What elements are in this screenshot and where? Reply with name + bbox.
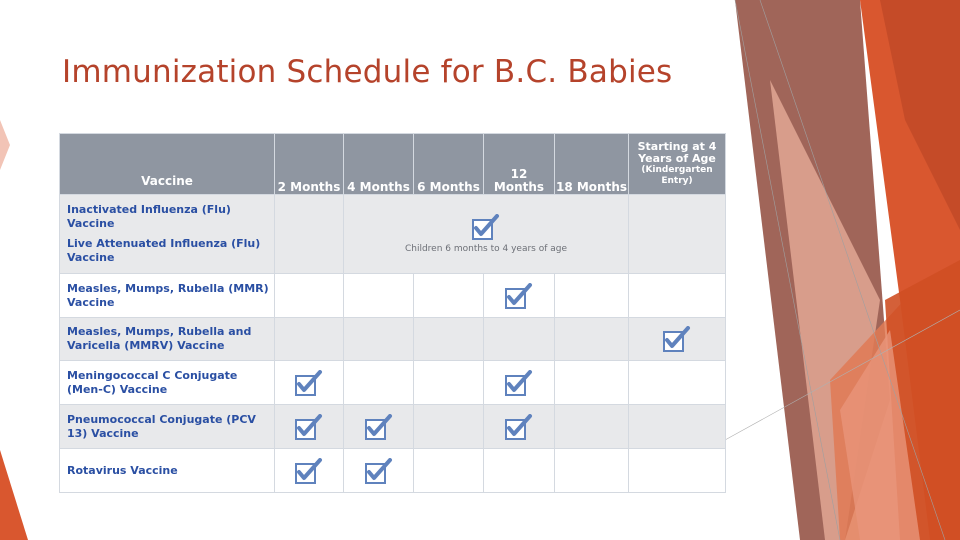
immunization-table — [59, 133, 726, 493]
header-vaccine: Vaccine — [60, 134, 275, 195]
header-kindergarten-sub: (Kindergarten Entry) — [641, 165, 713, 186]
vaccine-name: Inactivated Influenza (Flu) Vaccine — [67, 203, 231, 230]
check-icon — [365, 414, 393, 440]
table-row — [60, 318, 726, 361]
cell-12-months — [484, 274, 555, 318]
check-icon — [295, 370, 323, 396]
table-row — [60, 405, 726, 449]
vaccine-name-cell — [60, 195, 275, 274]
check-icon — [663, 326, 691, 352]
check-icon — [505, 414, 533, 440]
vaccine-name: Pneumococcal Conjugate (PCV 13) Vaccine — [60, 405, 275, 449]
header-12-months: 12 Months — [484, 134, 555, 195]
vaccine-name: Measles, Mumps, Rubella and Varicella (MMRV) Vaccine — [60, 318, 275, 361]
header-18-months: 18 Months — [555, 134, 629, 195]
header-kindergarten-main: Starting at 4 Years of Age — [637, 140, 717, 165]
cell-kindergarten — [629, 318, 726, 361]
vaccine-name: Meningococcal C Conjugate (Men-C) Vaccine — [60, 361, 275, 405]
cell-4-months — [344, 405, 414, 449]
check-icon — [295, 414, 323, 440]
cell-2-months — [275, 449, 344, 493]
check-icon — [505, 283, 533, 309]
cell-4-months — [344, 449, 414, 493]
header-4-months: 4 Months — [344, 134, 414, 195]
header-kindergarten — [629, 134, 726, 195]
header-row — [60, 134, 726, 195]
header-2-months: 2 Months — [275, 134, 344, 195]
flu-span-cell — [344, 195, 629, 274]
vaccine-name: Rotavirus Vaccine — [60, 449, 275, 493]
check-icon — [472, 214, 500, 240]
cell-12-months — [484, 405, 555, 449]
table-row — [60, 195, 726, 274]
table-row — [60, 449, 726, 493]
cell-2-months — [275, 361, 344, 405]
vaccine-name: Measles, Mumps, Rubella (MMR) Vaccine — [60, 274, 275, 318]
check-icon — [295, 458, 323, 484]
table-row — [60, 274, 726, 318]
cell-12-months — [484, 361, 555, 405]
flu-age-note: Children 6 months to 4 years of age — [404, 244, 568, 254]
cell-2-months — [275, 405, 344, 449]
check-icon — [505, 370, 533, 396]
table-row — [60, 361, 726, 405]
left-triangle-decoration — [0, 450, 28, 540]
slide-title: Immunization Schedule for B.C. Babies — [62, 54, 673, 90]
vaccine-name: Live Attenuated Influenza (Flu) Vaccine — [67, 237, 261, 264]
check-icon — [365, 458, 393, 484]
header-6-months: 6 Months — [414, 134, 484, 195]
